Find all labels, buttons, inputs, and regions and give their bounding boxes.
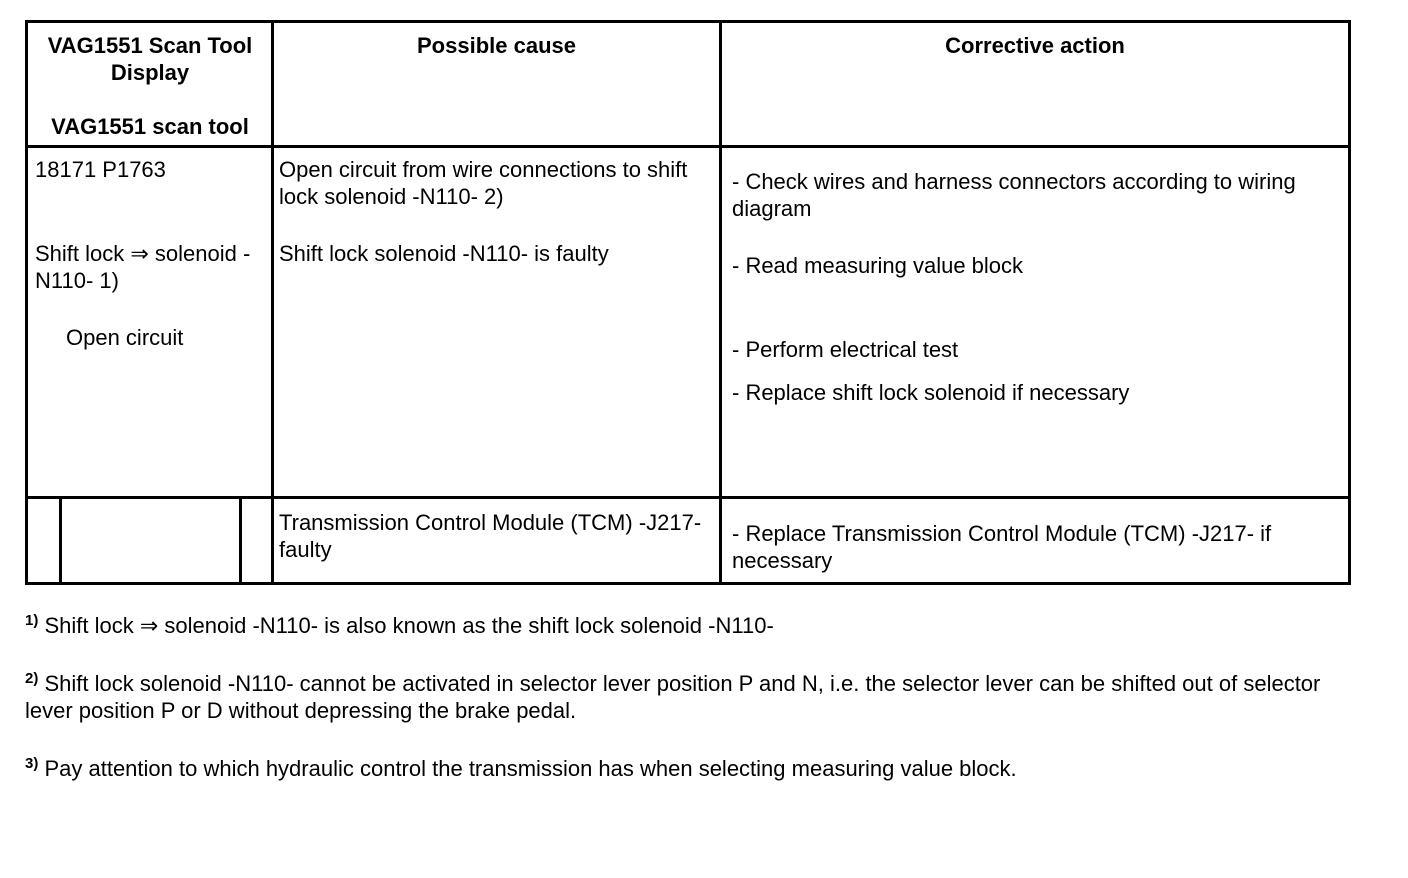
footnotes xyxy=(25,612,1365,813)
row-divider xyxy=(28,496,1348,499)
action-item: - Perform electrical test xyxy=(732,337,959,362)
empty-cell-divider-b xyxy=(239,499,242,582)
fault-type: Open circuit xyxy=(66,325,184,350)
footnote-text: Shift lock ⇒ solenoid -N110- is also known as the shift lock solenoid -N110- xyxy=(44,613,774,638)
header-display-subtitle: VAG1551 scan tool xyxy=(51,114,249,139)
footnote-marker: 1) xyxy=(25,612,39,629)
footnote xyxy=(25,612,1365,639)
diagnostic-table xyxy=(25,20,1351,585)
header-display xyxy=(32,32,268,140)
cause-item: Transmission Control Module (TCM) -J217- faulty xyxy=(279,510,702,562)
header-divider xyxy=(28,145,1348,148)
footnote-marker: 3) xyxy=(25,755,39,772)
footnote-text: Pay attention to which hydraulic control the transmission has when selecting measuring value block. xyxy=(44,756,1017,781)
cause-item: Open circuit from wire connections to shift lock solenoid -N110- 2) xyxy=(279,157,688,209)
fault-code: 18171 P1763 xyxy=(35,157,166,182)
empty-cell-divider-a xyxy=(59,499,62,582)
cause-item: Shift lock solenoid -N110- is faulty xyxy=(279,241,609,266)
fault-component: Shift lock ⇒ solenoid -N110- 1) xyxy=(35,241,251,293)
action-item: - Read measuring value block xyxy=(732,253,1024,278)
footnote-marker: 2) xyxy=(25,670,39,687)
header-action: Corrective action xyxy=(945,33,1125,58)
header-display-title: VAG1551 Scan Tool Display xyxy=(47,33,253,85)
footnote xyxy=(25,670,1365,724)
action-item: - Replace shift lock solenoid if necessary xyxy=(732,380,1130,405)
footnote-text: Shift lock solenoid -N110- cannot be activated in selector lever position P and N, i.e. the selector lever can be shifted out of selector lever position P or D without depressing the brake pedal. xyxy=(25,671,1321,723)
action-item: - Replace Transmission Control Module (TCM) -J217- if necessary xyxy=(732,521,1272,573)
header-cause: Possible cause xyxy=(417,33,576,58)
footnote xyxy=(25,755,1365,782)
action-item: - Check wires and harness connectors according to wiring diagram xyxy=(732,169,1296,221)
